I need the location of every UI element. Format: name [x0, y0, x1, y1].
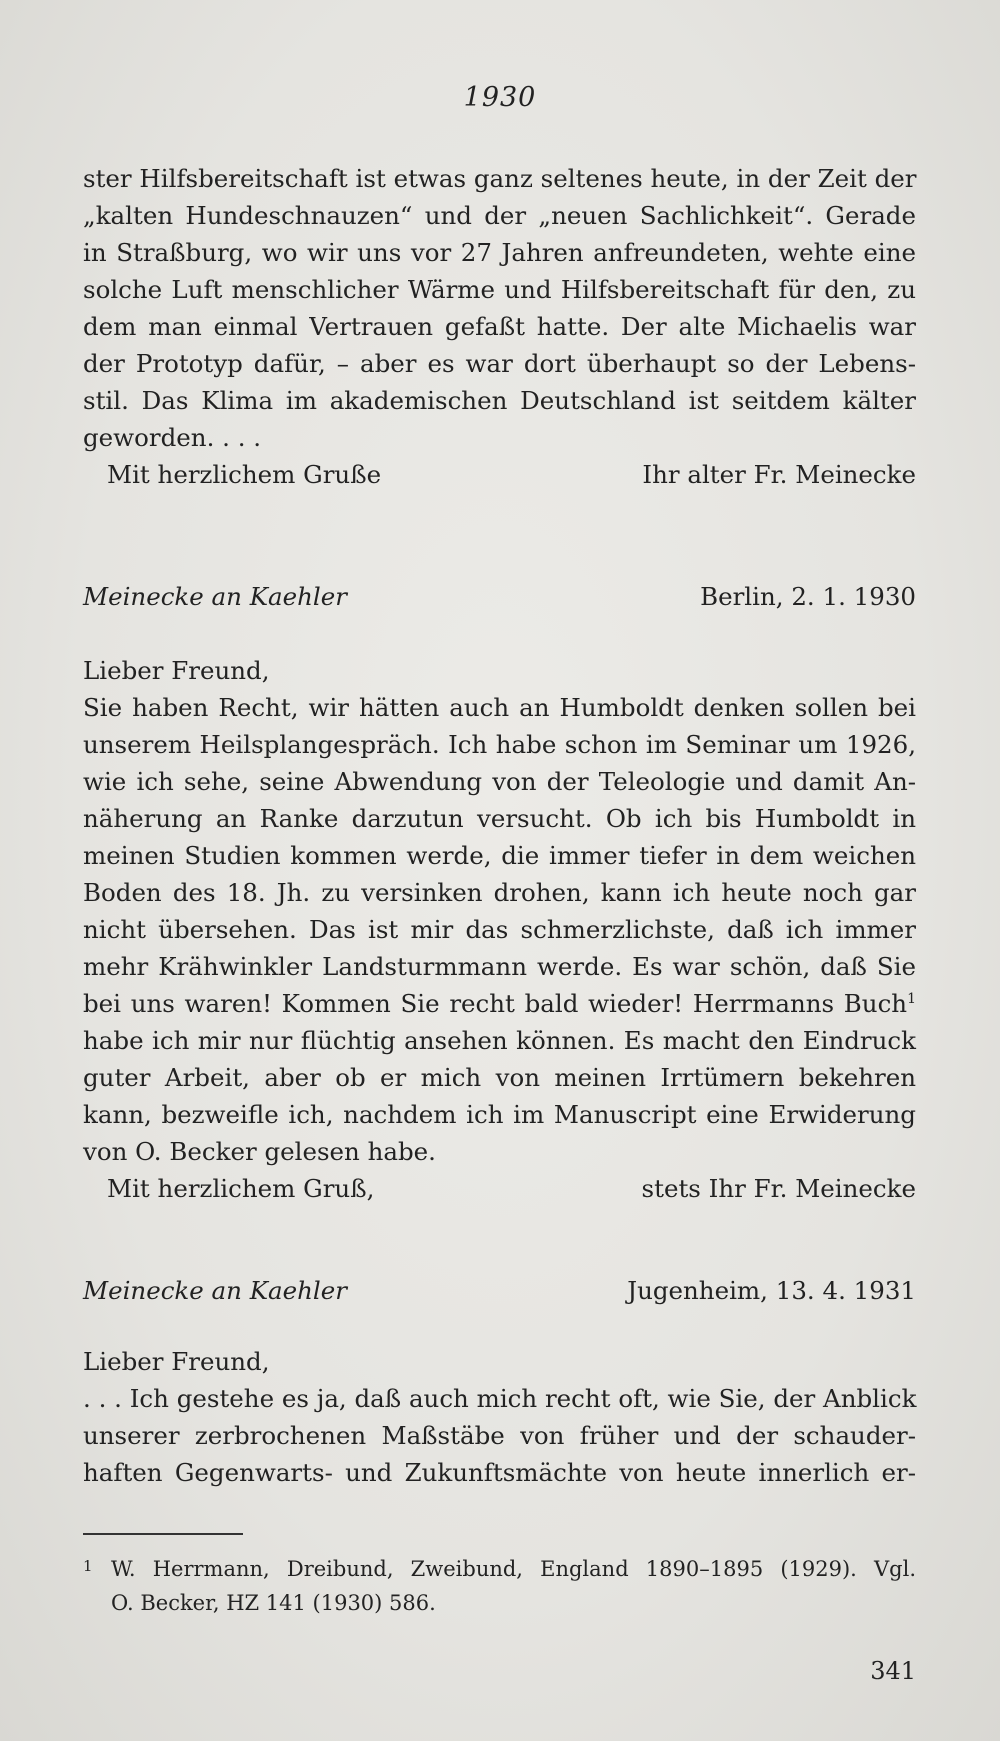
letter-3-body — [83, 1343, 916, 1491]
footnote-marker: 1 — [83, 1557, 93, 1575]
text-line: Boden des 18. Jh. zu versinken drohen, kann ich heute noch gar — [83, 878, 916, 907]
text-line: meinen Studien kommen werde, die immer tiefer in dem weichen — [83, 841, 916, 870]
text-line: dem man einmal Vertrauen gefaßt hatte. Der alte Michaelis war — [83, 312, 916, 341]
letter-salutation: Lieber Freund, — [83, 1347, 270, 1376]
text-line: mehr Krähwinkler Landsturmmann werde. Es war schön, daß Sie — [83, 952, 916, 981]
text-line: . . . Ich gestehe es ja, daß auch mich recht oft, wie Sie, der Anblick — [83, 1384, 917, 1413]
closing-greeting: Mit herzlichem Gruß, — [107, 1174, 375, 1203]
text-line: Sie haben Recht, wir hätten auch an Humboldt denken sollen bei — [83, 693, 916, 722]
text-line: stil. Das Klima im akademischen Deutschland ist seitdem kälter — [83, 386, 916, 415]
closing-greeting: Mit herzlichem Gruße — [107, 460, 382, 489]
letter-place-date: Jugenheim, 13. 4. 1931 — [627, 1276, 916, 1305]
text-line-with-footnote — [83, 985, 916, 1022]
letter-3-heading — [83, 1272, 916, 1309]
footnote-reference[interactable]: 1 — [907, 990, 916, 1007]
running-head-year: 1930 — [463, 82, 537, 113]
text-line: näherung an Ranke darzutun versucht. Ob ich bis Humboldt in — [83, 804, 916, 833]
letter-2-closing — [83, 1170, 916, 1207]
text-line: ster Hilfsbereitschaft ist etwas ganz seltenes heute, in der Zeit der — [83, 164, 917, 193]
text-line: unserer zerbrochenen Maßstäbe von früher und der schauder- — [83, 1421, 916, 1450]
text-line: habe ich mir nur flüchtig ansehen können. Es macht den Eindruck — [83, 1026, 916, 1055]
closing-signature: stets Ihr Fr. Meinecke — [641, 1174, 916, 1203]
closing-signature: Ihr alter Fr. Meinecke — [642, 460, 916, 489]
text-line: bei uns waren! Kommen Sie recht bald wieder! Herrmanns Buch — [83, 989, 908, 1018]
text-line: haften Gegenwarts- und Zukunftsmächte von heute innerlich er- — [83, 1458, 916, 1487]
text-line: geworden. . . . — [83, 423, 262, 452]
letter-heading-title: Meinecke an Kaehler — [83, 582, 347, 611]
text-line: nicht übersehen. Das ist mir das schmerzlichste, daß ich immer — [83, 915, 916, 944]
text-line: unserem Heilsplangespräch. Ich habe schon im Seminar um 1926, — [83, 730, 916, 759]
text-line: guter Arbeit, aber ob er mich von meinen Irrtümern bekehren — [83, 1063, 916, 1092]
letter-1-closing — [83, 456, 916, 493]
letter-2-body — [83, 652, 916, 1207]
footnote — [83, 1552, 916, 1620]
footnote-text-line: W. Herrmann, Dreibund, Zweibund, England 1890–1895 (1929). Vgl. — [111, 1557, 916, 1581]
letter-heading-title: Meinecke an Kaehler — [83, 1276, 347, 1305]
letter-place-date: Berlin, 2. 1. 1930 — [700, 582, 916, 611]
text-line: von O. Becker gelesen habe. — [83, 1137, 436, 1166]
footnote-text-line: O. Becker, HZ 141 (1930) 586. — [111, 1591, 436, 1615]
text-line: solche Luft menschlicher Wärme und Hilfsbereitschaft für den, zu — [83, 275, 916, 304]
page-number: 341 — [870, 1657, 916, 1685]
letter-2-heading — [83, 578, 916, 615]
text-line: der Prototyp dafür, – aber es war dort überhaupt so der Lebens- — [83, 349, 916, 378]
text-line: „kalten Hundeschnauzen“ und der „neuen Sachlichkeit“. Gerade — [83, 201, 916, 230]
text-line: in Straßburg, wo wir uns vor 27 Jahren anfreundeten, wehte eine — [83, 238, 916, 267]
text-line: kann, bezweifle ich, nachdem ich im Manuscript eine Erwiderung — [83, 1100, 916, 1129]
letter-salutation: Lieber Freund, — [83, 656, 270, 685]
letter-1-tail — [83, 160, 916, 493]
text-line: wie ich sehe, seine Abwendung von der Teleologie und damit An- — [83, 767, 916, 796]
footnote-divider — [83, 1533, 243, 1535]
